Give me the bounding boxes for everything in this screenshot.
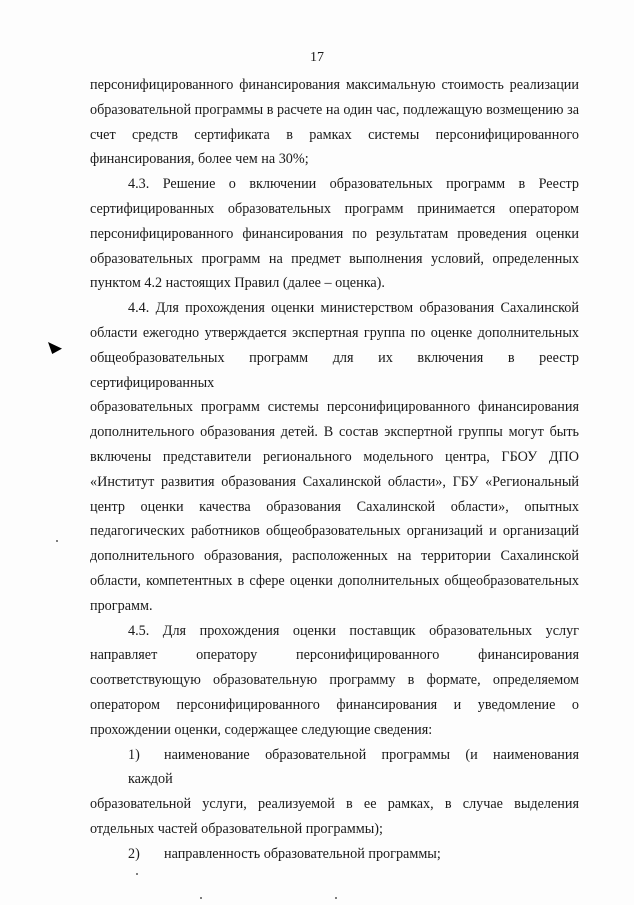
text-line: оператором персонифицированного финансирования и уведомление о [90, 696, 579, 713]
text-line: образовательной программы в расчете на один час, подлежащую возмещению за [90, 101, 579, 118]
text-line: прохождении оценки, содержащее следующие сведения: [90, 721, 433, 738]
margin-mark [48, 342, 62, 354]
list-item-2-text: направленность образовательной программы; [164, 845, 441, 862]
text-line: дополнительного образования, расположенных на территории Сахалинской [90, 548, 579, 565]
text-line: педагогических работников общеобразовательных организаций и организаций [90, 523, 579, 540]
text-line: образовательной услуги, реализуемой в ее рамках, в случае выделения [90, 796, 579, 813]
text-line: центр оценки качества образования Сахалинской области», опытных [90, 498, 579, 515]
scan-speck [200, 897, 202, 899]
list-item-2-number: 2) [128, 845, 140, 862]
text-line: области, компетентных в сфере оценки дополнительных общеобразовательных [90, 572, 579, 589]
paragraph-4-5-first-line: 4.5. Для прохождения оценки поставщик образовательных услуг [128, 622, 579, 639]
text-line: «Институт развития образования Сахалинской области», ГБУ «Региональный [90, 473, 579, 490]
text-line: счет средств сертификата в рамках системы персонифицированного [90, 126, 579, 143]
scan-speck [56, 540, 58, 542]
scan-speck [136, 873, 138, 875]
text-line: сертифицированных образовательных программ принимается оператором [90, 200, 579, 217]
text-line: отдельных частей образовательной программы); [90, 820, 383, 837]
scan-speck [335, 897, 337, 899]
text-line: образовательных программ системы персонифицированного финансирования [90, 399, 579, 416]
list-item-1-text: наименование образовательной программы (и наименования каждой [128, 746, 579, 788]
text-line: персонифицированного финансирования по результатам проведения оценки [90, 225, 579, 242]
text-line: общеобразовательных программ для их включения в реестр сертифицированных [90, 349, 579, 391]
document-body [90, 73, 579, 867]
list-item-2 [90, 842, 579, 867]
text-line: образовательных программ на предмет выполнения условий, определенных [90, 250, 579, 267]
text-line: пунктом 4.2 настоящих Правил (далее – оценка). [90, 275, 385, 292]
text-line: включены представители регионального модельного центра, ГБОУ ДПО [90, 448, 579, 465]
text-line: соответствующую образовательную программу в формате, определяемом [90, 672, 579, 689]
list-item-1-number: 1) [128, 746, 140, 763]
text-line: области ежегодно утверждается экспертная группа по оценке дополнительных [90, 324, 579, 341]
list-item-1 [90, 743, 579, 793]
paragraph-4-3-first-line: 4.3. Решение о включении образовательных программ в Реестр [128, 176, 579, 193]
text-line: финансирования, более чем на 30%; [90, 151, 309, 168]
text-line: персонифицированного финансирования максимальную стоимость реализации [90, 77, 579, 93]
text-line: направляет оператору персонифицированного финансирования [90, 647, 579, 664]
text-line: программ. [90, 597, 153, 614]
paragraph-4-4-first-line: 4.4. Для прохождения оценки министерством образования Сахалинской [128, 300, 579, 317]
text-line: дополнительного образования детей. В состав экспертной группы могут быть [90, 424, 579, 441]
page-number: 17 [310, 50, 324, 65]
